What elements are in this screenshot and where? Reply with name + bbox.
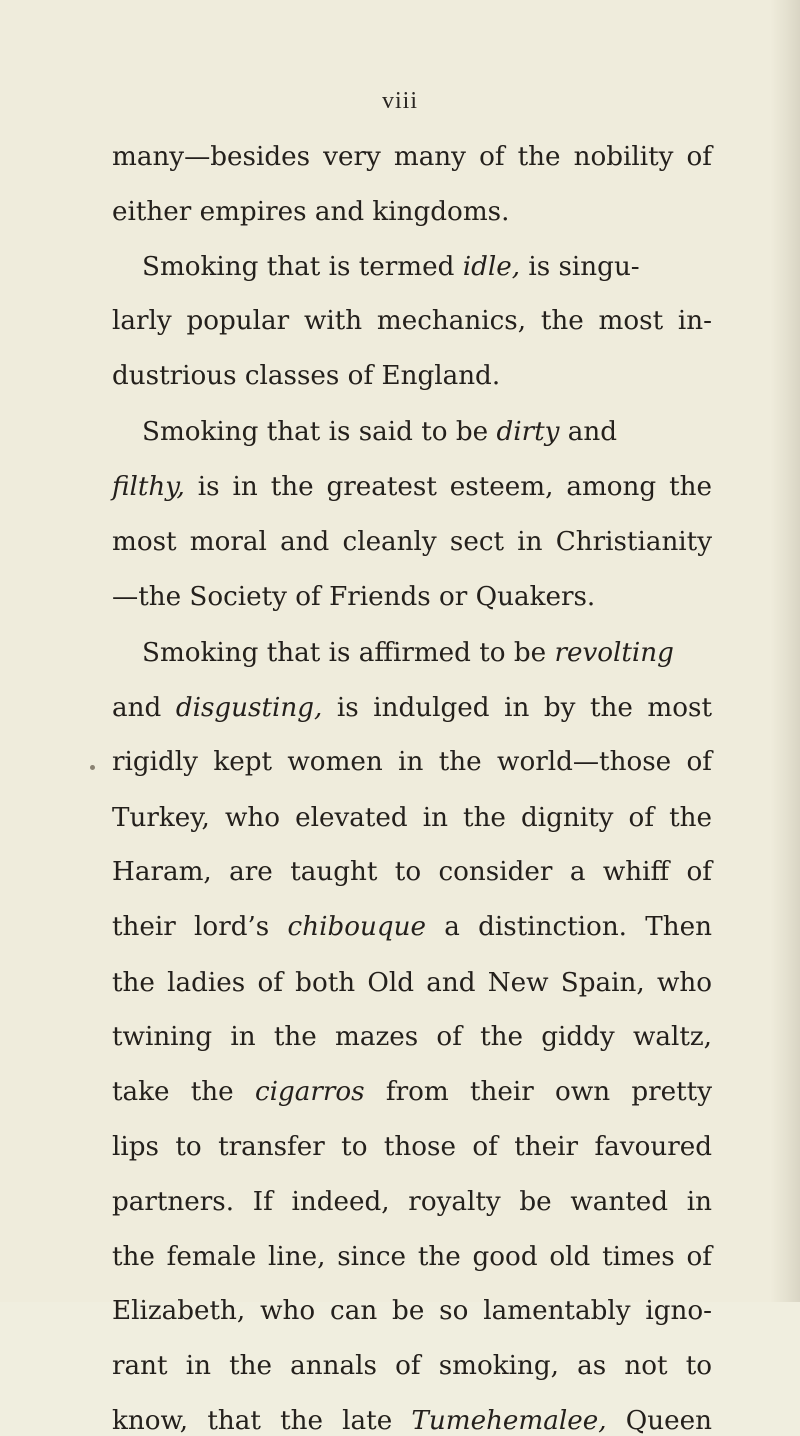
text-segment: from their own pretty bbox=[364, 1076, 712, 1107]
text-segment: lips to transfer to those of their favoured bbox=[112, 1131, 712, 1162]
text-segment: is singu- bbox=[520, 251, 640, 282]
text-line bbox=[112, 1408, 712, 1434]
text-segment: Queen bbox=[606, 1406, 712, 1436]
text-segment: Smoking that is said to be bbox=[142, 417, 497, 448]
text-line bbox=[112, 1296, 712, 1327]
text-line bbox=[112, 582, 596, 613]
italic-text: Tumehemalee, bbox=[411, 1406, 607, 1436]
text-segment: rant in the annals of smoking, as not to bbox=[112, 1351, 712, 1382]
text-segment: a distinction. Then bbox=[425, 912, 712, 943]
text-line bbox=[112, 968, 712, 999]
text-line bbox=[112, 527, 712, 558]
text-segment: partners. If indeed, royalty be wanted in bbox=[112, 1186, 712, 1217]
text-line bbox=[142, 251, 640, 282]
text-line bbox=[112, 1186, 712, 1217]
text-segment: the ladies of both Old and New Spain, who bbox=[112, 968, 712, 999]
text-line bbox=[142, 637, 674, 668]
text-segment: rigidly kept women in the world—those of bbox=[112, 746, 712, 777]
text-segment: is indulged in by the most bbox=[322, 692, 712, 723]
text-line bbox=[112, 1076, 712, 1107]
text-segment: the female line, since the good old times of bbox=[112, 1241, 712, 1272]
italic-text: disgusting, bbox=[175, 692, 323, 723]
text-line bbox=[112, 144, 712, 170]
text-segment: Smoking that is affirmed to be bbox=[142, 637, 555, 668]
text-line bbox=[112, 1131, 712, 1162]
text-segment: Haram, are taught to consider a whiff of bbox=[112, 857, 712, 888]
text-segment: larly popular with mechanics, the most in- bbox=[112, 305, 712, 336]
text-line bbox=[112, 1022, 712, 1053]
text-line bbox=[112, 1241, 712, 1272]
text-segment: and bbox=[112, 692, 176, 723]
text-line bbox=[142, 417, 618, 448]
text-line bbox=[112, 912, 712, 943]
text-segment: either empires and kingdoms. bbox=[112, 196, 510, 227]
text-segment: —the Society of Friends or Quakers. bbox=[112, 582, 596, 613]
print-speck bbox=[90, 765, 95, 770]
text-line bbox=[112, 802, 712, 833]
page-number: viii bbox=[381, 88, 418, 114]
text-segment: Elizabeth, who can be so lamentably igno- bbox=[112, 1296, 712, 1327]
text-segment: is in the greatest esteem, among the bbox=[184, 472, 712, 503]
text-segment: take the bbox=[112, 1076, 255, 1107]
text-segment: their lord’s bbox=[112, 912, 288, 943]
text-segment: twining in the mazes of the giddy waltz, bbox=[112, 1022, 712, 1053]
italic-text: revolting bbox=[554, 637, 674, 668]
text-line bbox=[112, 1351, 712, 1382]
text-line bbox=[112, 692, 712, 723]
text-segment: and bbox=[559, 417, 618, 448]
text-segment: Smoking that is termed bbox=[142, 251, 463, 282]
text-line bbox=[112, 472, 712, 503]
text-segment: most moral and cleanly sect in Christianity bbox=[112, 527, 712, 558]
italic-text: dirty bbox=[496, 417, 560, 448]
text-line bbox=[112, 305, 712, 336]
text-segment: many—besides very many of the nobility of bbox=[112, 142, 712, 172]
italic-text: chibouque bbox=[287, 912, 426, 943]
italic-text: cigarros bbox=[254, 1076, 365, 1107]
text-segment: Turkey, who elevated in the dignity of the bbox=[112, 802, 712, 833]
text-line bbox=[112, 746, 712, 777]
text-line bbox=[112, 360, 501, 391]
italic-text: idle, bbox=[462, 251, 521, 282]
text-segment: dustrious classes of England. bbox=[112, 360, 501, 391]
text-segment: know, that the late bbox=[112, 1406, 412, 1436]
italic-text: filthy, bbox=[112, 472, 185, 503]
text-line bbox=[112, 196, 510, 227]
text-line bbox=[112, 857, 712, 888]
